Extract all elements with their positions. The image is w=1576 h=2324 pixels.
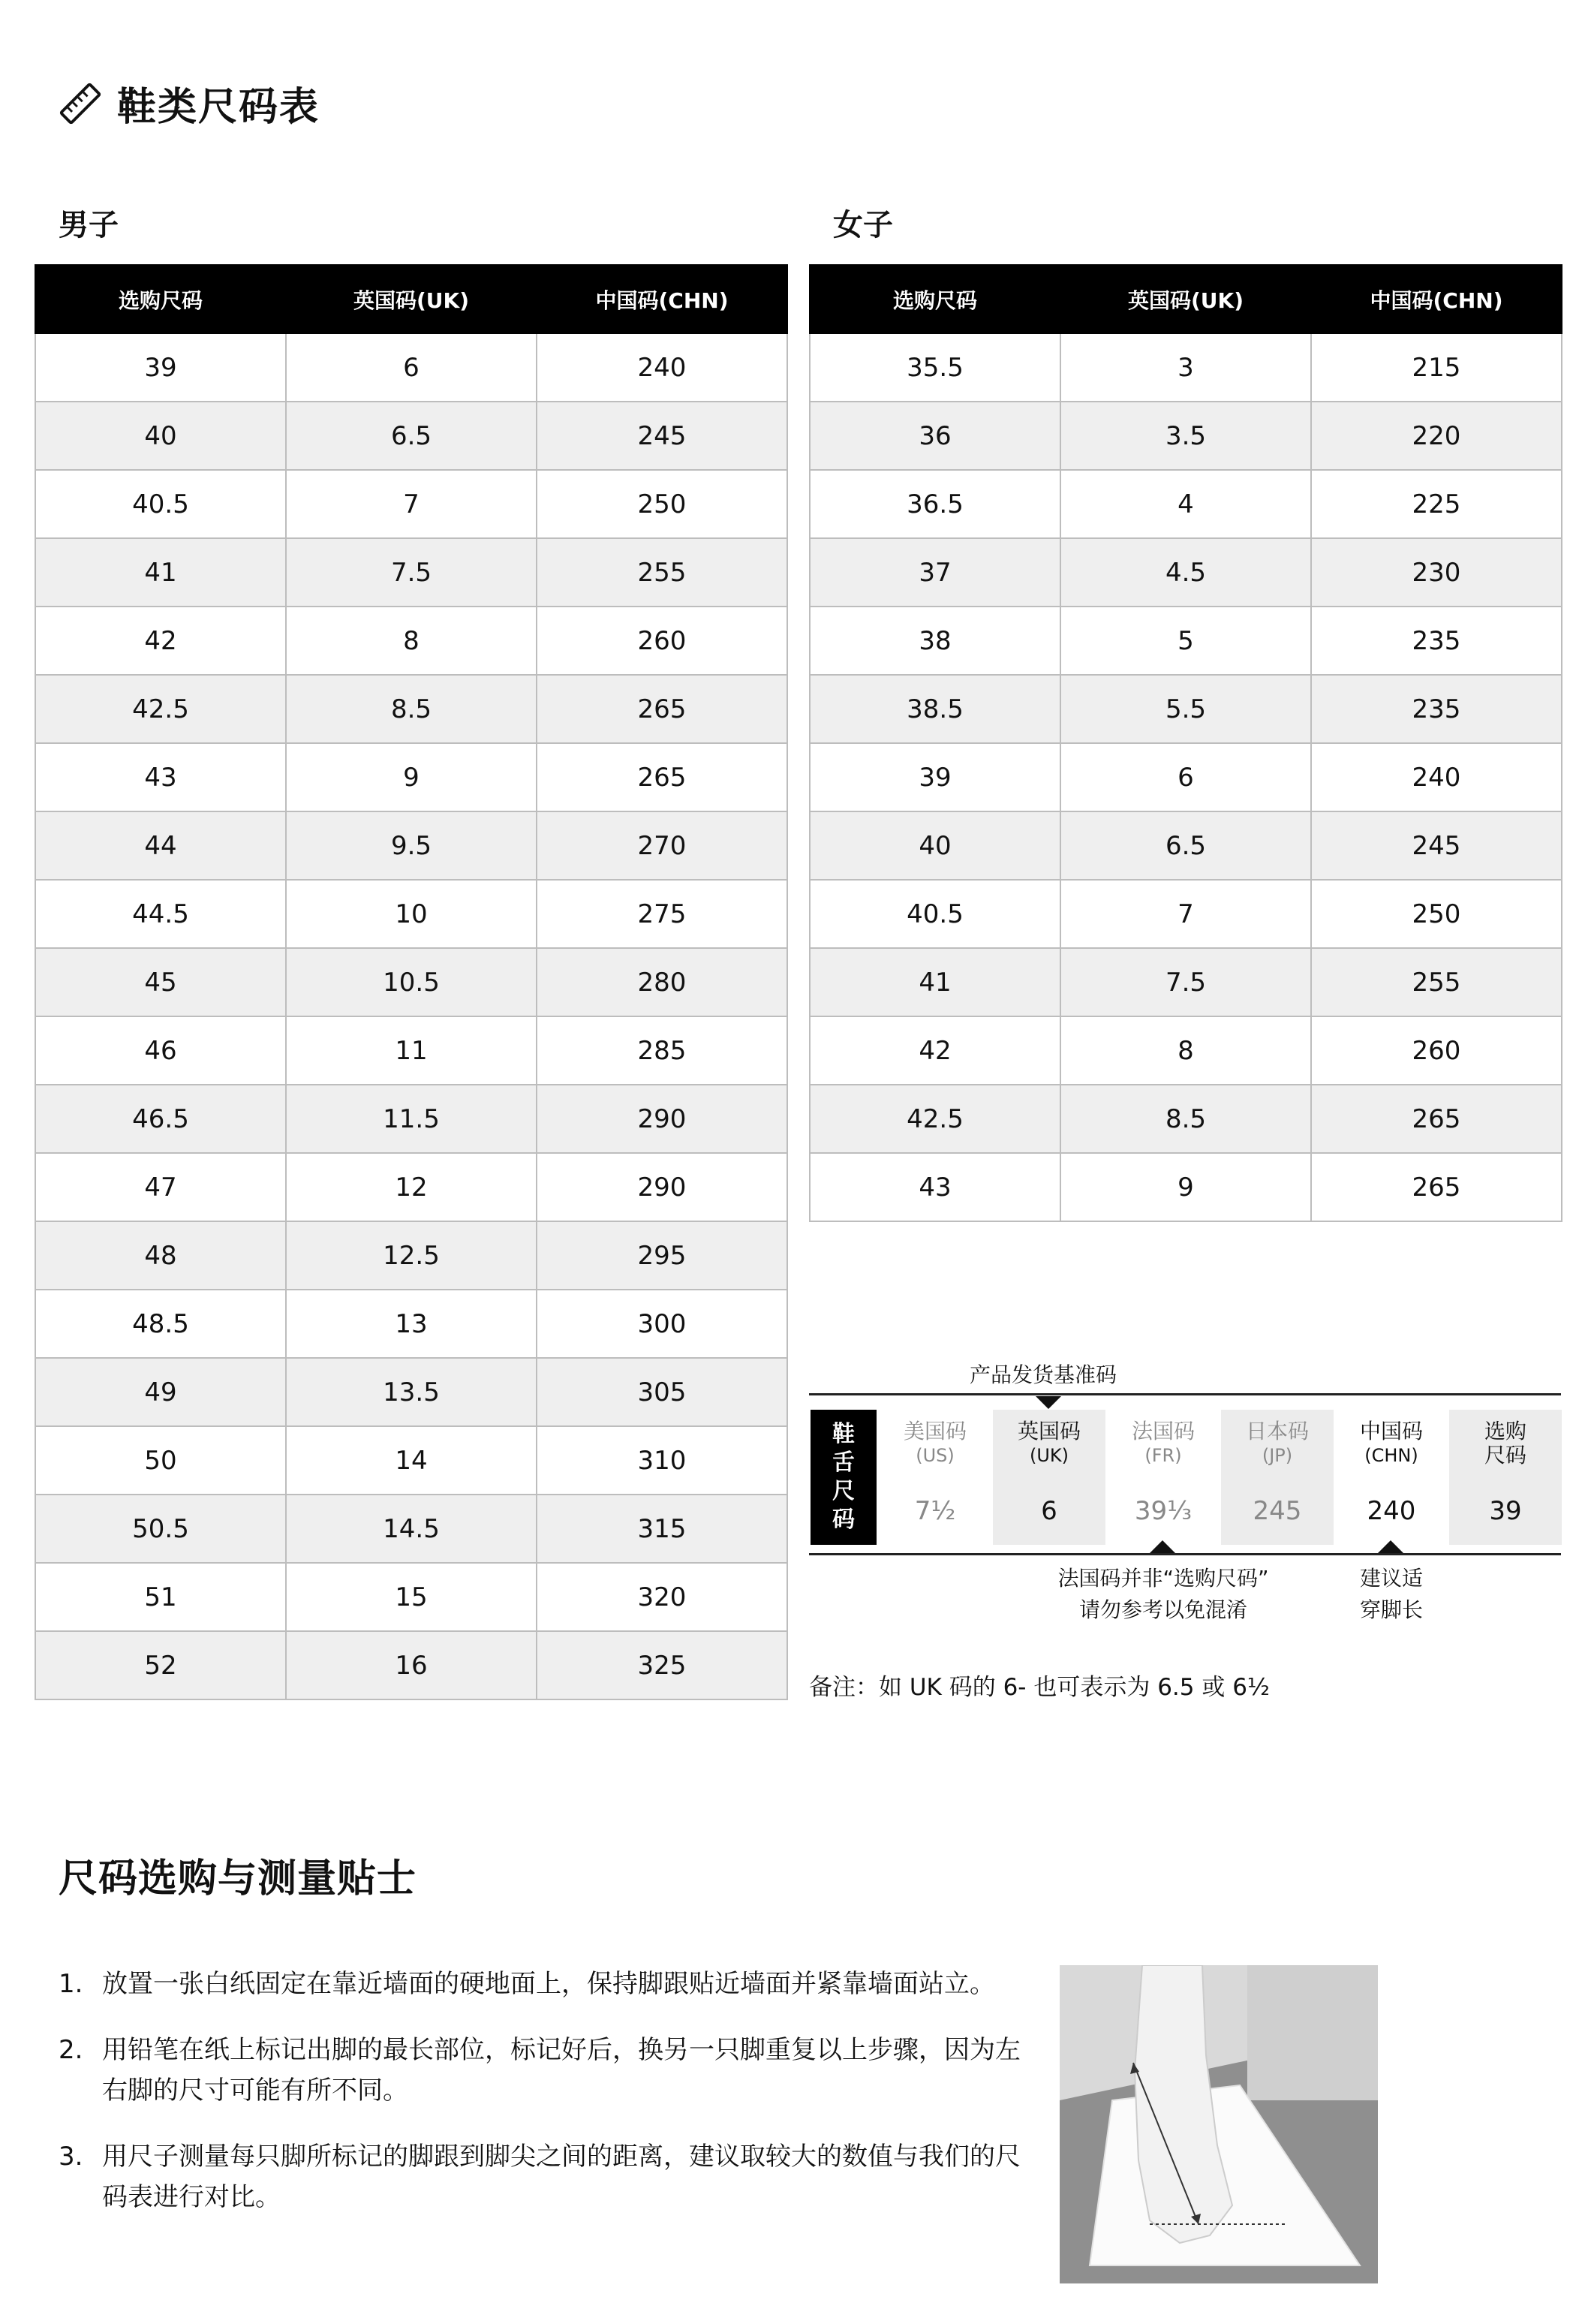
- table-row: [35, 1221, 787, 1290]
- table-cell: 305: [537, 1358, 787, 1426]
- table-row: [35, 1631, 787, 1699]
- table-row: [35, 607, 787, 675]
- table-cell: 11: [286, 1016, 537, 1085]
- table-cell: 41: [810, 948, 1060, 1016]
- table-cell: 265: [1311, 1085, 1562, 1153]
- table-row: [35, 743, 787, 811]
- table-cell: 250: [1311, 880, 1562, 948]
- table-cell: 245: [537, 402, 787, 470]
- table-cell: 40: [35, 402, 286, 470]
- table-cell: 38.5: [810, 675, 1060, 743]
- table-cell: 40.5: [810, 880, 1060, 948]
- tips-title: 尺码选购与测量贴士: [59, 1856, 417, 1901]
- divider: [809, 1393, 1561, 1395]
- table-cell: 295: [537, 1221, 787, 1290]
- list-item: 2. 用铅笔在纸上标记出脚的最长部位，标记好后，换另一只脚重复以上步骤，因为左右脚的尺寸可能有所不同。: [59, 2035, 1021, 2106]
- table-row: [35, 811, 787, 880]
- table-cell: 5: [1060, 607, 1311, 675]
- table-cell: 9: [1060, 1153, 1311, 1221]
- table-row: [810, 1085, 1562, 1153]
- table-row: [35, 675, 787, 743]
- table-cell: 240: [1311, 743, 1562, 811]
- table-cell: 13.5: [286, 1358, 537, 1426]
- table-cell: 42: [35, 607, 286, 675]
- list-item: 1. 放置一张白纸固定在靠近墙面的硬地面上，保持脚跟贴近墙面并紧靠墙面站立。: [59, 1969, 995, 1999]
- comparison-col-chn: 中国码 (CHN) 240: [1359, 1419, 1423, 1526]
- table-cell: 265: [537, 675, 787, 743]
- column-header: 中国码(CHN): [537, 265, 787, 333]
- chn-note: 建议适 穿脚长: [1359, 1566, 1423, 1622]
- triangle-down-icon: [1036, 1396, 1061, 1409]
- table-cell: 255: [537, 538, 787, 607]
- table-cell: 8.5: [286, 675, 537, 743]
- table-cell: 44.5: [35, 880, 286, 948]
- remark-note: 备注：如 UK 码的 6- 也可表示为 6.5 或 6½: [809, 1674, 1270, 1701]
- comparison-caption: 产品发货基准码: [970, 1362, 1117, 1387]
- divider: [809, 1553, 1561, 1555]
- table-cell: 325: [537, 1631, 787, 1699]
- table-cell: 225: [1311, 470, 1562, 538]
- table-row: [810, 538, 1562, 607]
- table-cell: 4: [1060, 470, 1311, 538]
- table-row: [35, 1016, 787, 1085]
- list-item: 3. 用尺子测量每只脚所标记的脚跟到脚尖之间的距离，建议取较大的数值与我们的尺码表进行对比。: [59, 2142, 1021, 2212]
- table-row: [35, 538, 787, 607]
- table-cell: 8: [1060, 1016, 1311, 1085]
- table-row: [810, 743, 1562, 811]
- table-cell: 52: [35, 1631, 286, 1699]
- column-header: 英国码(UK): [1060, 265, 1311, 333]
- table-cell: 265: [537, 743, 787, 811]
- tongue-size-label: 鞋 舌 尺 码: [811, 1410, 877, 1545]
- table-row: [35, 1290, 787, 1358]
- table-cell: 35.5: [810, 333, 1060, 402]
- table-cell: 315: [537, 1495, 787, 1563]
- table-cell: 275: [537, 880, 787, 948]
- table-cell: 255: [1311, 948, 1562, 1016]
- table-cell: 10.5: [286, 948, 537, 1016]
- table-cell: 11.5: [286, 1085, 537, 1153]
- table-cell: 285: [537, 1016, 787, 1085]
- men-heading: 男子: [59, 208, 119, 242]
- foot-measurement-image: [1060, 1965, 1378, 2283]
- table-cell: 260: [537, 607, 787, 675]
- table-cell: 6.5: [1060, 811, 1311, 880]
- table-row: [810, 1153, 1562, 1221]
- table-cell: 8: [286, 607, 537, 675]
- table-row: [810, 948, 1562, 1016]
- table-cell: 6: [286, 333, 537, 402]
- table-cell: 14.5: [286, 1495, 537, 1563]
- table-row: [810, 607, 1562, 675]
- table-row: [35, 470, 787, 538]
- table-cell: 42.5: [810, 1085, 1060, 1153]
- fr-note: 法国码并非“选购尺码” 请勿参考以免混淆: [1057, 1566, 1269, 1622]
- table-cell: 50.5: [35, 1495, 286, 1563]
- table-cell: 10: [286, 880, 537, 948]
- women-heading: 女子: [833, 208, 893, 242]
- table-cell: 6: [1060, 743, 1311, 811]
- table-row: [35, 333, 787, 402]
- table-cell: 235: [1311, 607, 1562, 675]
- table-cell: 215: [1311, 333, 1562, 402]
- table-cell: 5.5: [1060, 675, 1311, 743]
- men-table-header: [35, 265, 787, 333]
- column-header: 选购尺码: [35, 265, 286, 333]
- table-row: [810, 1016, 1562, 1085]
- table-cell: 320: [537, 1563, 787, 1631]
- table-cell: 42: [810, 1016, 1060, 1085]
- table-cell: 9: [286, 743, 537, 811]
- table-row: [810, 470, 1562, 538]
- table-cell: 240: [537, 333, 787, 402]
- comparison-col-purchase: 选购 尺码 39: [1449, 1410, 1562, 1545]
- table-row: [35, 1426, 787, 1495]
- table-cell: 38: [810, 607, 1060, 675]
- table-cell: 16: [286, 1631, 537, 1699]
- table-row: [35, 402, 787, 470]
- table-cell: 46: [35, 1016, 286, 1085]
- table-cell: 310: [537, 1426, 787, 1495]
- table-row: [35, 880, 787, 948]
- table-row: [810, 402, 1562, 470]
- ruler-icon: [59, 82, 102, 125]
- table-cell: 47: [35, 1153, 286, 1221]
- column-header: 英国码(UK): [286, 265, 537, 333]
- table-cell: 4.5: [1060, 538, 1311, 607]
- table-cell: 13: [286, 1290, 537, 1358]
- table-row: [35, 1495, 787, 1563]
- table-cell: 45: [35, 948, 286, 1016]
- triangle-up-icon: [1150, 1540, 1175, 1553]
- table-cell: 6.5: [286, 402, 537, 470]
- table-cell: 42.5: [35, 675, 286, 743]
- table-cell: 39: [810, 743, 1060, 811]
- comparison-col-us: 美国码 (US) 7½: [903, 1419, 967, 1526]
- table-cell: 245: [1311, 811, 1562, 880]
- table-cell: 12.5: [286, 1221, 537, 1290]
- table-cell: 48: [35, 1221, 286, 1290]
- table-cell: 265: [1311, 1153, 1562, 1221]
- table-row: [35, 1358, 787, 1426]
- triangle-up-icon: [1378, 1540, 1403, 1553]
- tips-list: [59, 1964, 1027, 2243]
- table-cell: 44: [35, 811, 286, 880]
- table-cell: 9.5: [286, 811, 537, 880]
- comparison-col-fr: 法国码 (FR) 39⅓: [1131, 1419, 1195, 1526]
- column-header: 中国码(CHN): [1311, 265, 1562, 333]
- table-row: [810, 333, 1562, 402]
- table-cell: 280: [537, 948, 787, 1016]
- table-cell: 50: [35, 1426, 286, 1495]
- table-row: [35, 1085, 787, 1153]
- table-cell: 235: [1311, 675, 1562, 743]
- table-cell: 220: [1311, 402, 1562, 470]
- table-cell: 46.5: [35, 1085, 286, 1153]
- table-cell: 270: [537, 811, 787, 880]
- table-cell: 49: [35, 1358, 286, 1426]
- table-cell: 36: [810, 402, 1060, 470]
- table-cell: 250: [537, 470, 787, 538]
- table-row: [810, 675, 1562, 743]
- table-row: [35, 1153, 787, 1221]
- table-cell: 3.5: [1060, 402, 1311, 470]
- table-cell: 39: [35, 333, 286, 402]
- women-table-header: [810, 265, 1562, 333]
- page-title: 鞋类尺码表: [117, 85, 320, 130]
- table-cell: 260: [1311, 1016, 1562, 1085]
- table-cell: 51: [35, 1563, 286, 1631]
- women-size-table: [809, 264, 1562, 1222]
- table-row: [35, 948, 787, 1016]
- table-cell: 7: [1060, 880, 1311, 948]
- table-cell: 12: [286, 1153, 537, 1221]
- table-cell: 7: [286, 470, 537, 538]
- table-cell: 230: [1311, 538, 1562, 607]
- comparison-col-jp: 日本码 (JP) 245: [1221, 1410, 1334, 1545]
- table-cell: 14: [286, 1426, 537, 1495]
- table-cell: 40: [810, 811, 1060, 880]
- table-cell: 36.5: [810, 470, 1060, 538]
- table-cell: 290: [537, 1153, 787, 1221]
- men-size-table: [35, 264, 788, 1700]
- table-row: [35, 1563, 787, 1631]
- table-cell: 15: [286, 1563, 537, 1631]
- table-cell: 7.5: [286, 538, 537, 607]
- table-row: [810, 880, 1562, 948]
- table-cell: 48.5: [35, 1290, 286, 1358]
- table-cell: 3: [1060, 333, 1311, 402]
- table-row: [810, 811, 1562, 880]
- column-header: 选购尺码: [810, 265, 1060, 333]
- table-cell: 37: [810, 538, 1060, 607]
- table-cell: 8.5: [1060, 1085, 1311, 1153]
- table-cell: 43: [810, 1153, 1060, 1221]
- table-cell: 300: [537, 1290, 787, 1358]
- comparison-col-uk: 英国码 (UK) 6: [993, 1410, 1105, 1545]
- table-cell: 290: [537, 1085, 787, 1153]
- table-cell: 7.5: [1060, 948, 1311, 1016]
- table-cell: 40.5: [35, 470, 286, 538]
- table-cell: 41: [35, 538, 286, 607]
- table-cell: 43: [35, 743, 286, 811]
- page-header: [59, 75, 320, 131]
